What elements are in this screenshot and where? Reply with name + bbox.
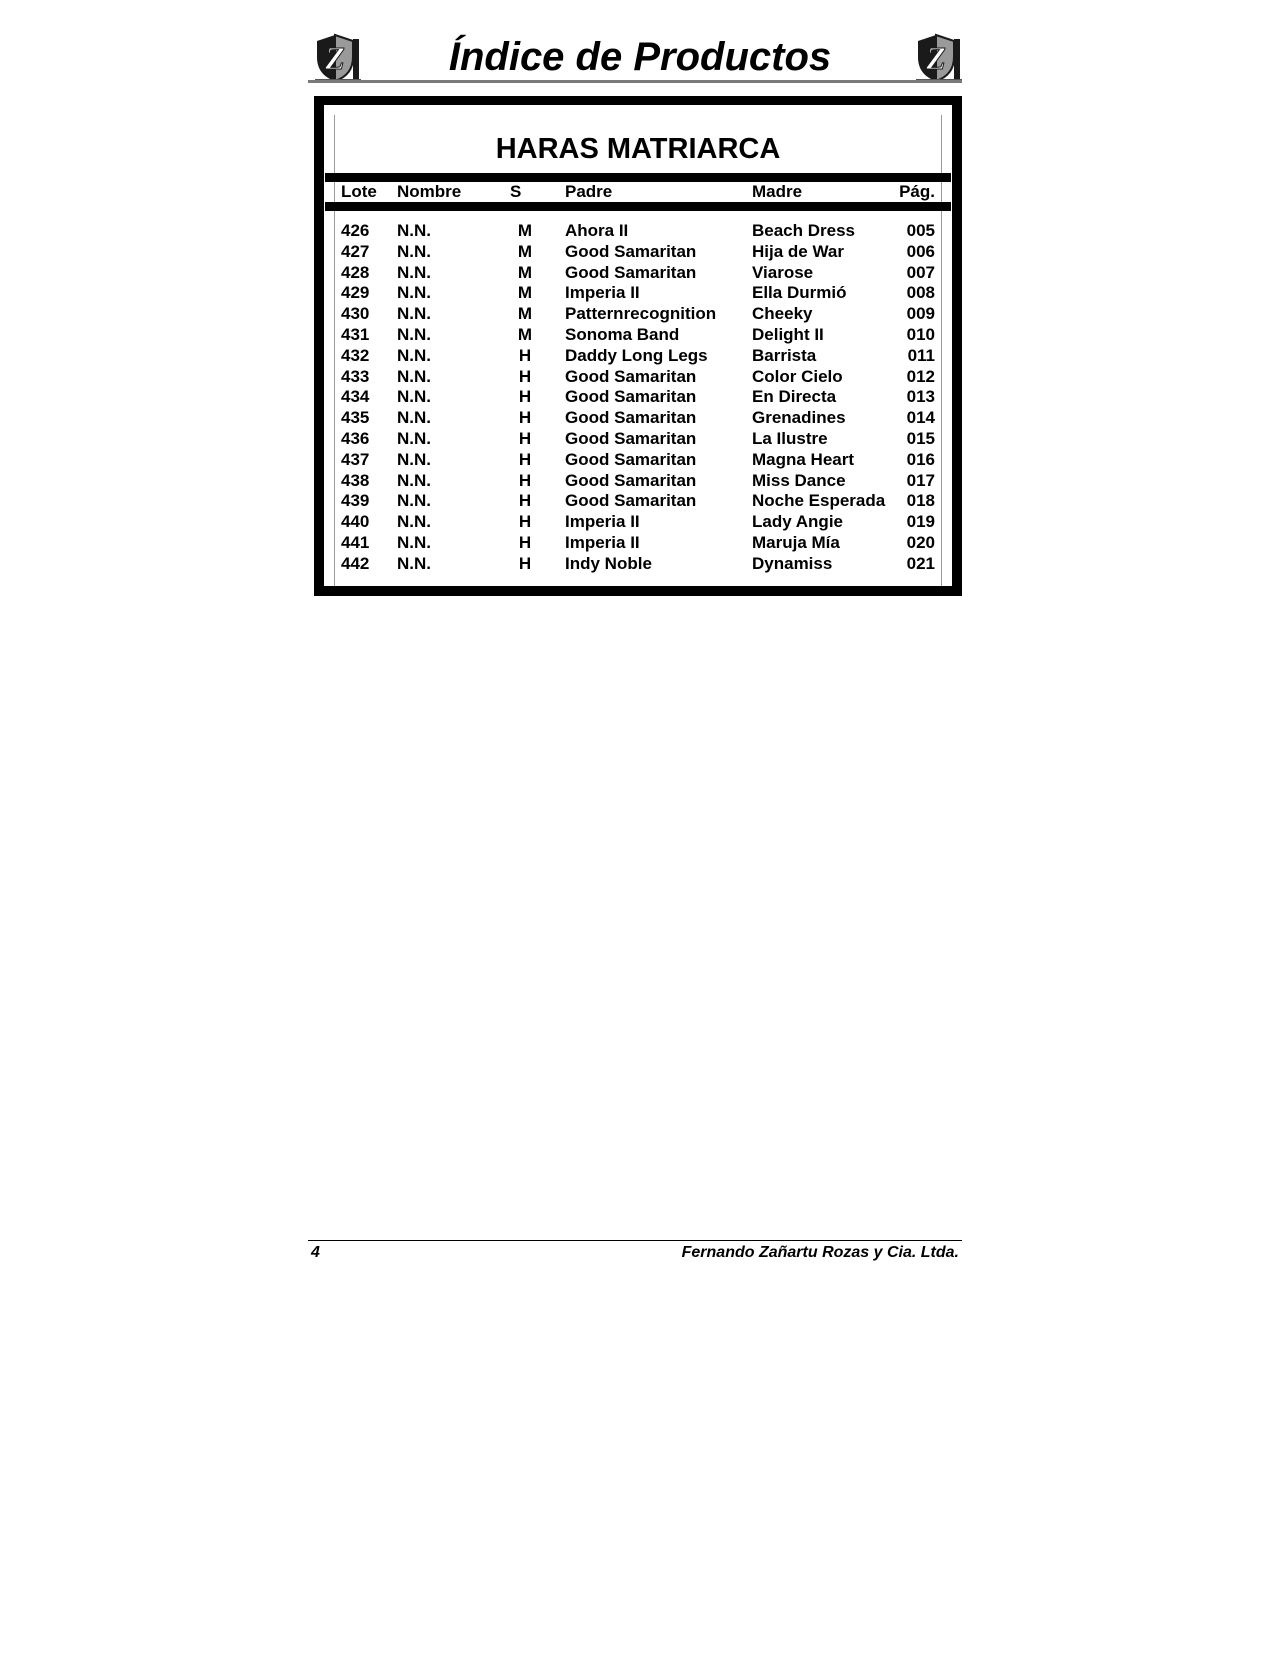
page-number: 4: [311, 1244, 320, 1261]
cell-lote: 432: [341, 345, 370, 365]
cell-sexo: H: [518, 470, 532, 490]
header-divider: [308, 80, 962, 83]
cell-nombre: N.N.: [397, 262, 431, 282]
cell-madre: Viarose: [752, 262, 814, 282]
column-header-madre: Madre: [752, 182, 803, 201]
cell-madre: Ella Durmió: [752, 283, 847, 303]
table-row: [335, 512, 941, 533]
cell-pagina: 015: [906, 428, 935, 448]
table-body: [335, 221, 941, 575]
table-row: [335, 346, 941, 367]
cell-lote: 434: [341, 387, 370, 407]
cell-madre: Lady Angie: [752, 512, 843, 532]
table-row: [335, 325, 941, 346]
cell-pagina: 018: [906, 491, 935, 511]
cell-pagina: 008: [906, 283, 935, 303]
cell-sexo: M: [517, 324, 533, 344]
cell-sexo: H: [518, 491, 532, 511]
cell-nombre: N.N.: [397, 345, 431, 365]
cell-madre: En Directa: [752, 387, 837, 407]
cell-pagina: 021: [906, 553, 935, 573]
cell-padre: Good Samaritan: [565, 491, 697, 511]
cell-padre: Good Samaritan: [565, 428, 697, 448]
index-box-inner: [334, 115, 942, 586]
svg-text:Z: Z: [926, 40, 946, 76]
cell-pagina: 005: [906, 221, 935, 240]
cell-padre: Daddy Long Legs: [565, 345, 708, 365]
cell-pagina: 016: [906, 449, 935, 469]
cell-sexo: M: [517, 241, 533, 261]
cell-sexo: H: [518, 532, 532, 552]
table-row: [335, 408, 941, 429]
cell-padre: Patternrecognition: [565, 304, 717, 324]
cell-sexo: H: [518, 345, 532, 365]
cell-pagina: 013: [906, 387, 935, 407]
cell-lote: 428: [341, 262, 370, 282]
cell-pagina: 011: [907, 345, 935, 365]
cell-sexo: H: [518, 428, 532, 448]
cell-lote: 442: [341, 553, 370, 573]
cell-madre: Barrista: [752, 345, 817, 365]
table-row: [335, 221, 941, 242]
cell-lote: 436: [341, 428, 370, 448]
cell-madre: Noche Esperada: [752, 491, 886, 511]
cell-nombre: N.N.: [397, 304, 431, 324]
table-row: [335, 471, 941, 492]
cell-madre: Delight II: [752, 324, 824, 344]
column-header-lote: Lote: [341, 182, 377, 201]
column-header-padre: Padre: [565, 182, 613, 201]
cell-pagina: 020: [906, 532, 935, 552]
cell-lote: 433: [341, 366, 370, 386]
cell-nombre: N.N.: [397, 221, 431, 240]
cell-pagina: 006: [906, 241, 935, 261]
cell-padre: Imperia II: [565, 532, 640, 552]
cell-madre: Grenadines: [752, 408, 846, 428]
cell-lote: 429: [341, 283, 370, 303]
cell-madre: Maruja Mía: [752, 532, 840, 552]
cell-padre: Indy Noble: [565, 553, 652, 573]
cell-padre: Imperia II: [565, 283, 640, 303]
cell-padre: Good Samaritan: [565, 241, 697, 261]
footer-divider: [308, 1240, 962, 1241]
cell-madre: Beach Dress: [752, 221, 856, 240]
index-box: [314, 96, 962, 596]
cell-nombre: N.N.: [397, 324, 431, 344]
cell-lote: 431: [341, 324, 370, 344]
cell-sexo: H: [518, 512, 532, 532]
cell-sexo: H: [518, 449, 532, 469]
company-name: Fernando Zañartu Rozas y Cia. Ltda.: [681, 1244, 959, 1261]
cell-lote: 435: [341, 408, 370, 428]
cell-padre: Good Samaritan: [565, 366, 697, 386]
cell-sexo: M: [517, 262, 533, 282]
cell-madre: Cheeky: [752, 304, 813, 324]
cell-pagina: 010: [906, 324, 935, 344]
cell-nombre: N.N.: [397, 532, 431, 552]
cell-nombre: N.N.: [397, 470, 431, 490]
table-row: [335, 533, 941, 554]
cell-padre: Good Samaritan: [565, 408, 697, 428]
cell-lote: 427: [341, 241, 370, 261]
table-row: [335, 491, 941, 512]
column-header-nombre: Nombre: [397, 182, 462, 201]
cell-nombre: N.N.: [397, 553, 431, 573]
cell-lote: 440: [341, 512, 370, 532]
zf-shield-logo-icon: [313, 33, 363, 85]
cell-padre: Good Samaritan: [565, 470, 697, 490]
cell-nombre: N.N.: [397, 491, 431, 511]
cell-lote: 441: [341, 532, 370, 552]
cell-sexo: M: [517, 304, 533, 324]
cell-sexo: H: [518, 387, 532, 407]
cell-pagina: 007: [906, 262, 935, 282]
table-row: [335, 450, 941, 471]
cell-pagina: 009: [906, 304, 935, 324]
table-row: [335, 304, 941, 325]
cell-padre: Ahora II: [565, 221, 629, 240]
cell-lote: 437: [341, 449, 370, 469]
cell-nombre: N.N.: [397, 283, 431, 303]
cell-sexo: M: [517, 283, 533, 303]
page-title: Índice de Productos: [448, 35, 832, 79]
table-row: [335, 283, 941, 304]
cell-sexo: H: [518, 408, 532, 428]
title-divider: [325, 173, 951, 182]
cell-nombre: N.N.: [397, 387, 431, 407]
table-row: [335, 242, 941, 263]
cell-pagina: 014: [906, 408, 935, 428]
cell-lote: 439: [341, 491, 370, 511]
cell-madre: Dynamiss: [752, 553, 833, 573]
cell-madre: La Ilustre: [752, 428, 828, 448]
svg-text:Z: Z: [325, 40, 345, 76]
cell-pagina: 017: [906, 470, 935, 490]
table-row: [335, 387, 941, 408]
cell-nombre: N.N.: [397, 512, 431, 532]
cell-padre: Sonoma Band: [565, 324, 680, 344]
cell-lote: 438: [341, 470, 370, 490]
cell-madre: Color Cielo: [752, 366, 843, 386]
table-row: [335, 429, 941, 450]
cell-pagina: 019: [906, 512, 935, 532]
column-header-sexo: S: [510, 182, 522, 201]
cell-nombre: N.N.: [397, 428, 431, 448]
cell-nombre: N.N.: [397, 449, 431, 469]
table-row: [335, 367, 941, 388]
table-row: [335, 263, 941, 284]
cell-sexo: M: [517, 221, 533, 240]
cell-nombre: N.N.: [397, 366, 431, 386]
cell-sexo: H: [518, 366, 532, 386]
cell-lote: 426: [341, 221, 370, 240]
cell-padre: Good Samaritan: [565, 262, 697, 282]
zf-shield-logo-icon: [914, 33, 964, 85]
section-title: HARAS MATRIARCA: [495, 133, 781, 165]
cell-pagina: 012: [906, 366, 935, 386]
cell-padre: Good Samaritan: [565, 449, 697, 469]
column-header-pagina: Pág.: [899, 182, 935, 201]
cell-madre: Magna Heart: [752, 449, 855, 469]
cell-madre: Miss Dance: [752, 470, 846, 490]
cell-madre: Hija de War: [752, 241, 844, 261]
cell-padre: Imperia II: [565, 512, 640, 532]
cell-nombre: N.N.: [397, 241, 431, 261]
cell-nombre: N.N.: [397, 408, 431, 428]
cell-lote: 430: [341, 304, 370, 324]
table-row: [335, 554, 941, 575]
header-divider-band: [325, 202, 951, 211]
cell-padre: Good Samaritan: [565, 387, 697, 407]
cell-sexo: H: [518, 553, 532, 573]
